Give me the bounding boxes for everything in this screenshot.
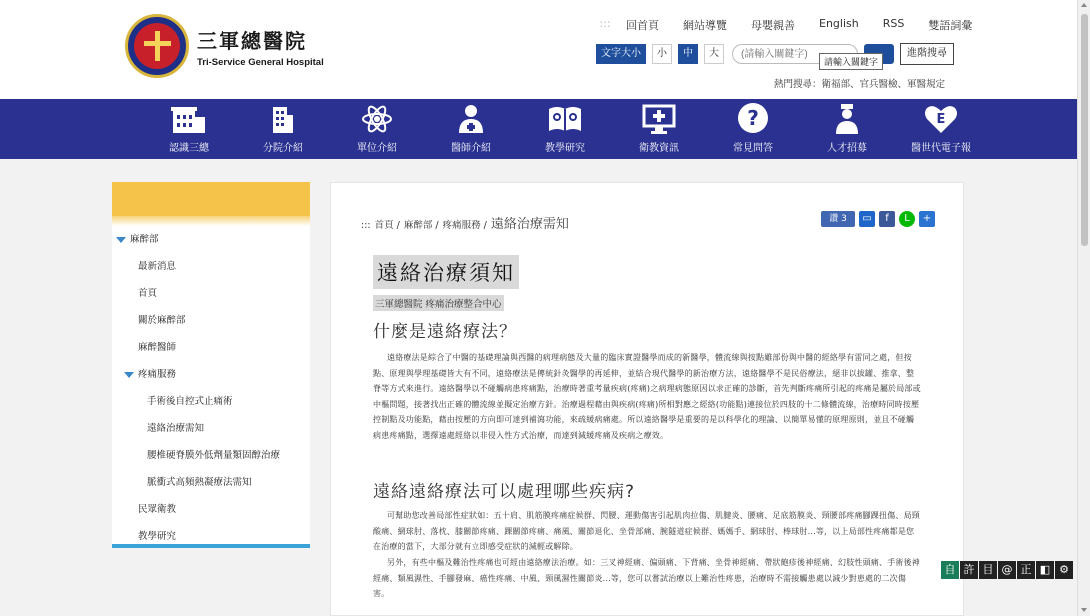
svg-text:E: E <box>936 112 946 127</box>
sidebar-item-home[interactable]: 首頁 <box>138 288 158 299</box>
breadcrumb <box>361 213 569 232</box>
section-heading-what-is: 什麼是遠絡療法？ <box>373 322 517 342</box>
section-paragraph: 遠絡療法是綜合了中醫的基礎理論與西醫的病理病態及大量的臨床實證醫學而成的新醫學，體流線與按點雖部份與中醫的經絡學有雷同之處，但按點、原理與學理基礎皆大有不同，遠絡療法是傳統針灸醫學的再延伸，並結合現代醫學的新治療方法，遠絡醫學不是民俗療法，絕非以拔罐、推拿、整脊等方式來進行。遠絡醫學以不碰觸病患疼痛點，治療時著重考量疾病(疼痛)之病理病態原因以求正確的診斷，首先判斷疼痛所引起的疼痛是屬於局部或中樞問題，接著找出正確的體流線並擬定治療方針。治療過程藉由與疾病(疼痛)所相對應之經絡(功能點)連接位於四肢的十二條體流線，治療時同時按壓控制點及功能點，藉由按壓的方向即可達到補瀉功能，來疏緩病痛處。所以遠絡醫學是重要的是以科學化的理論、以簡單易懂的原理原則，並且不碰觸病患疼痛點，選擇遠處經絡以非侵入性方式治療，而達到減緩疼痛及疾病之療效。 <box>373 353 921 440</box>
question-icon <box>706 99 800 135</box>
rss-link[interactable]: RSS <box>882 17 905 30</box>
nav-label: 認識三總 <box>169 143 209 154</box>
search-tooltip: 請輸入關鍵字 <box>819 53 883 70</box>
baby-friendly-link[interactable]: 母嬰親善 <box>751 19 795 32</box>
home-link[interactable]: 回首頁 <box>626 19 659 32</box>
gear-icon[interactable]: ⚙ <box>1055 561 1073 579</box>
sidebar-item-pulsed-rf[interactable]: 脈衝式高頻熱凝療法需知 <box>147 477 252 488</box>
breadcrumb-home[interactable]: 首頁 / <box>374 220 400 231</box>
sidebar-item-pca[interactable]: 手術後自控式止痛術 <box>147 396 233 407</box>
article-title: 遠絡治療須知 <box>373 255 519 289</box>
sidebar-header <box>112 182 310 216</box>
section-paragraph: 可幫助您改善局部性症狀如：五十肩、肌筋膜疼痛症候群、閃腰、運動傷害引起肌肉拉傷、肌腱炎、腰痛、足底筋膜炎、頸腰部疼痛腳踝扭傷、局頸酸痛、網球肘、落枕、膝關節疼痛、踝關節疼痛、痛風、關節退化、坐骨部痛、腕隧道症候群、媽媽手、網球肘、棒球肘...等，以上局部性疼痛都是您在治療的當下，大部分就有立即感受症狀的減輕或解除。 <box>373 511 920 551</box>
atom-icon <box>330 99 424 135</box>
accessibility-traditional-button[interactable]: 正 <box>1017 561 1035 579</box>
doctor-icon <box>424 99 518 135</box>
nav-item-doctors[interactable] <box>424 99 518 159</box>
advanced-search-button[interactable]: 進階搜尋 <box>900 43 954 65</box>
expand-arrow-icon <box>116 237 126 243</box>
nav-item-units[interactable] <box>330 99 424 159</box>
monitor-plus-icon <box>612 99 706 135</box>
sidebar-item-epidural-steroid[interactable]: 腰椎硬脊膜外低劑量類固醇治療 <box>147 450 281 461</box>
sidebar-item-anesthesiologists[interactable]: 麻醉醫師 <box>138 342 177 353</box>
nav-label: 人才招募 <box>827 143 867 154</box>
font-size-small-button[interactable]: 小 <box>652 44 672 64</box>
facebook-icon[interactable]: f <box>879 211 895 227</box>
nav-label: 分院介紹 <box>263 143 303 154</box>
english-link[interactable]: English <box>819 17 859 30</box>
bilingual-glossary-link[interactable]: 雙語詞彙 <box>928 19 973 32</box>
nav-item-faq[interactable] <box>706 99 800 159</box>
sidebar-item-anesthesia[interactable]: 麻醉部 <box>112 226 310 253</box>
site-header <box>0 0 1090 99</box>
nav-label: 醫世代電子報 <box>911 143 971 154</box>
heart-newsletter-icon <box>894 99 988 135</box>
sidebar <box>112 182 310 548</box>
hot-search[interactable]: 熱門搜尋：衛福部、官兵醫檢、軍醫規定 <box>774 79 946 90</box>
accessibility-toolbar <box>940 561 1073 579</box>
nav-item-about[interactable] <box>142 99 236 159</box>
nav-label: 常見問答 <box>733 143 773 154</box>
accessibility-at-button[interactable]: @ <box>998 561 1016 579</box>
nav-item-branches[interactable] <box>236 99 330 159</box>
accessibility-permit-button[interactable]: 許 <box>960 561 978 579</box>
nav-label: 衛教資訊 <box>639 143 679 154</box>
hospital-logo[interactable] <box>125 14 324 78</box>
nurse-icon <box>800 99 894 135</box>
sidebar-item-pain-service[interactable]: 疼痛服務 <box>112 361 310 388</box>
accessibility-toc-button[interactable]: 目 <box>979 561 997 579</box>
nav-label: 教學研究 <box>545 143 585 154</box>
section-heading-conditions: 遠絡遠絡療法可以處理哪些疾病? <box>373 482 636 502</box>
share-plus-icon[interactable]: + <box>919 211 935 227</box>
accessibility-auto-button[interactable]: 自 <box>941 561 959 579</box>
font-size-label: 文字大小 <box>596 44 646 64</box>
svg-text:?: ? <box>747 106 759 130</box>
accesskey-marker[interactable]: ::: <box>599 17 611 30</box>
nav-item-health-info[interactable] <box>612 99 706 159</box>
sidebar-item-teaching[interactable]: 教學研究 <box>138 531 177 542</box>
breadcrumb-anesthesia[interactable]: 麻醉部 / <box>403 220 439 231</box>
breadcrumb-pain-service[interactable]: 疼痛服務 / <box>442 220 487 231</box>
nav-label: 單位介紹 <box>357 143 397 154</box>
nav-item-newsletter[interactable] <box>894 99 988 159</box>
scroll-up-icon[interactable] <box>1081 3 1087 7</box>
sidebar-item-public-education[interactable]: 民眾衛教 <box>138 504 177 515</box>
breadcrumb-current: 遠絡治療需知 <box>490 217 569 232</box>
expand-arrow-icon <box>124 372 134 378</box>
branch-building-icon <box>236 99 330 135</box>
main-content <box>330 182 964 616</box>
top-links <box>596 17 984 33</box>
scroll-thumb[interactable] <box>1081 14 1088 246</box>
building-icon <box>142 99 236 135</box>
sitemap-link[interactable]: 網站導覽 <box>683 19 727 32</box>
article-subtitle: 三軍總醫院 疼痛治療整合中心 <box>373 295 504 311</box>
logo-name-english: Tri-Service General Hospital <box>197 56 324 68</box>
share-bar <box>821 211 935 227</box>
font-size-large-button[interactable]: 大 <box>704 44 724 64</box>
facebook-like-button[interactable]: 讚 3 <box>821 211 855 227</box>
line-icon[interactable]: L <box>899 211 915 227</box>
scroll-down-icon[interactable] <box>1081 608 1087 612</box>
nav-label: 醫師介紹 <box>451 143 491 154</box>
font-size-medium-button[interactable]: 中 <box>678 44 698 64</box>
hospital-emblem-icon <box>125 14 189 78</box>
print-icon[interactable]: ▭ <box>859 211 875 227</box>
book-icon <box>518 99 612 135</box>
sidebar-item-about[interactable]: 關於麻醉部 <box>138 315 186 326</box>
nav-item-recruit[interactable] <box>800 99 894 159</box>
logo-name-chinese: 三軍總醫院 <box>197 28 307 53</box>
sidebar-item-news[interactable]: 最新消息 <box>138 261 177 272</box>
page-scrollbar[interactable] <box>1077 0 1090 616</box>
search-toolbar <box>596 43 954 65</box>
accesskey-marker[interactable]: ::: <box>361 220 371 231</box>
main-nav <box>0 99 1090 159</box>
contrast-icon[interactable]: ◧ <box>1036 561 1054 579</box>
nav-item-teaching[interactable] <box>518 99 612 159</box>
section-paragraph: 另外，有些中樞及難治性疼痛也可經由遠絡療法治療。如：三叉神經痛、偏頭痛、下背痛、坐骨神經痛、帶狀皰疹後神經痛、幻肢性頭痛、手術後神經痛、類風濕性、手腳發麻、癌性疼痛、中風、頸風濕性關節炎...等，您可以嘗試治療以上難治性疼患，治療時不需接觸患處以減少對患處的二次傷害。 <box>373 558 920 598</box>
sidebar-item-remote-therapy[interactable]: 遠絡治療需知 <box>147 423 205 434</box>
